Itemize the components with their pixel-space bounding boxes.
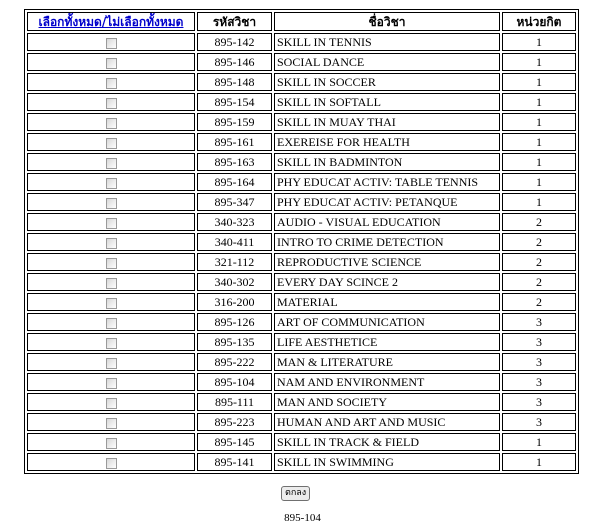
course-checkbox[interactable] (106, 278, 117, 289)
course-checkbox[interactable] (106, 378, 117, 389)
course-credits: 3 (502, 313, 576, 331)
select-cell (27, 293, 195, 311)
course-code: 895-347 (197, 193, 272, 211)
select-cell (27, 93, 195, 111)
course-checkbox[interactable] (106, 218, 117, 229)
course-name: MATERIAL (274, 293, 500, 311)
course-credits: 2 (502, 293, 576, 311)
course-name: AUDIO - VISUAL EDUCATION (274, 213, 500, 231)
course-code: 895-142 (197, 33, 272, 51)
table-row (27, 153, 576, 171)
course-credits: 1 (502, 193, 576, 211)
table-row (27, 113, 576, 131)
table-row (27, 293, 576, 311)
course-checkbox[interactable] (106, 178, 117, 189)
table-row (27, 353, 576, 371)
course-credits: 3 (502, 353, 576, 371)
select-cell (27, 453, 195, 471)
course-code: 895-135 (197, 333, 272, 351)
course-name: SKILL IN SWIMMING (274, 453, 500, 471)
course-code: 895-163 (197, 153, 272, 171)
course-code: 895-104 (197, 373, 272, 391)
course-checkbox[interactable] (106, 38, 117, 49)
header-toggle-all (27, 12, 195, 31)
course-checkbox[interactable] (106, 58, 117, 69)
course-checkbox[interactable] (106, 258, 117, 269)
course-name: MAN AND SOCIETY (274, 393, 500, 411)
course-credits: 1 (502, 33, 576, 51)
course-code: 895-159 (197, 113, 272, 131)
course-checkbox[interactable] (106, 458, 117, 469)
course-checkbox[interactable] (106, 358, 117, 369)
course-checkbox[interactable] (106, 158, 117, 169)
course-checkbox[interactable] (106, 318, 117, 329)
table-row (27, 313, 576, 331)
header-course-name: ชื่อวิชา (274, 12, 500, 31)
select-cell (27, 233, 195, 251)
course-name: SKILL IN TRACK & FIELD (274, 433, 500, 451)
course-name: NAM AND ENVIRONMENT (274, 373, 500, 391)
select-cell (27, 373, 195, 391)
course-credits: 2 (502, 213, 576, 231)
course-name: PHY EDUCAT ACTIV: TABLE TENNIS (274, 173, 500, 191)
table-row (27, 33, 576, 51)
course-credits: 3 (502, 393, 576, 411)
course-name: SKILL IN TENNIS (274, 33, 500, 51)
course-checkbox[interactable] (106, 138, 117, 149)
selected-course-code: 895-104 (284, 512, 321, 524)
course-credits: 3 (502, 413, 576, 431)
table-row (27, 213, 576, 231)
course-code: 895-141 (197, 453, 272, 471)
course-code: 321-112 (197, 253, 272, 271)
course-credits: 1 (502, 453, 576, 471)
select-cell (27, 273, 195, 291)
select-cell (27, 413, 195, 431)
course-credits: 1 (502, 433, 576, 451)
course-code: 340-302 (197, 273, 272, 291)
table-row (27, 433, 576, 451)
select-cell (27, 313, 195, 331)
course-checkbox[interactable] (106, 78, 117, 89)
select-cell (27, 73, 195, 91)
table-row (27, 273, 576, 291)
course-credits: 3 (502, 333, 576, 351)
select-cell (27, 353, 195, 371)
table-row (27, 233, 576, 251)
table-row (27, 53, 576, 71)
course-checkbox[interactable] (106, 198, 117, 209)
course-checkbox[interactable] (106, 238, 117, 249)
course-code: 316-200 (197, 293, 272, 311)
course-name: INTRO TO CRIME DETECTION (274, 233, 500, 251)
table-row (27, 453, 576, 471)
select-cell (27, 333, 195, 351)
course-credits: 3 (502, 373, 576, 391)
course-code: 340-323 (197, 213, 272, 231)
header-course-code: รหัสวิชา (197, 12, 272, 31)
course-name: SKILL IN SOFTALL (274, 93, 500, 111)
course-rows (27, 33, 576, 471)
course-name: PHY EDUCAT ACTIV: PETANQUE (274, 193, 500, 211)
course-checkbox[interactable] (106, 98, 117, 109)
course-credits: 2 (502, 273, 576, 291)
course-code: 895-154 (197, 93, 272, 111)
course-credits: 1 (502, 93, 576, 111)
course-code: 340-411 (197, 233, 272, 251)
table-row (27, 333, 576, 351)
course-name: EVERY DAY SCINCE 2 (274, 273, 500, 291)
table-row (27, 373, 576, 391)
course-checkbox[interactable] (106, 118, 117, 129)
select-cell (27, 113, 195, 131)
course-table (24, 9, 579, 474)
course-code: 895-223 (197, 413, 272, 431)
course-name: REPRODUCTIVE SCIENCE (274, 253, 500, 271)
course-name: ART OF COMMUNICATION (274, 313, 500, 331)
select-cell (27, 53, 195, 71)
select-cell (27, 193, 195, 211)
course-code: 895-222 (197, 353, 272, 371)
course-code: 895-148 (197, 73, 272, 91)
course-name: SKILL IN SOCCER (274, 73, 500, 91)
course-code: 895-164 (197, 173, 272, 191)
course-credits: 2 (502, 233, 576, 251)
select-cell (27, 433, 195, 451)
select-cell (27, 33, 195, 51)
table-header-row (27, 12, 576, 31)
course-credits: 1 (502, 133, 576, 151)
course-credits: 2 (502, 253, 576, 271)
select-cell (27, 173, 195, 191)
table-row (27, 73, 576, 91)
select-cell (27, 393, 195, 411)
header-credits: หน่วยกิต (502, 12, 576, 31)
course-checkbox[interactable] (106, 298, 117, 309)
table-row (27, 173, 576, 191)
toggle-all-link[interactable]: เลือกทั้งหมด/ไม่เลือกทั้งหมด (38, 14, 184, 29)
course-credits: 1 (502, 173, 576, 191)
course-name: SKILL IN MUAY THAI (274, 113, 500, 131)
course-code: 895-111 (197, 393, 272, 411)
course-credits: 1 (502, 113, 576, 131)
course-name: SKILL IN BADMINTON (274, 153, 500, 171)
course-code: 895-146 (197, 53, 272, 71)
course-code: 895-126 (197, 313, 272, 331)
course-code: 895-161 (197, 133, 272, 151)
course-checkbox[interactable] (106, 398, 117, 409)
course-name: MAN & LITERATURE (274, 353, 500, 371)
select-cell (27, 253, 195, 271)
course-name: EXEREISE FOR HEALTH (274, 133, 500, 151)
course-credits: 1 (502, 73, 576, 91)
course-credits: 1 (502, 153, 576, 171)
select-cell (27, 213, 195, 231)
table-row (27, 133, 576, 151)
table-row (27, 253, 576, 271)
select-cell (27, 153, 195, 171)
course-code: 895-145 (197, 433, 272, 451)
course-name: SOCIAL DANCE (274, 53, 500, 71)
select-cell (27, 133, 195, 151)
course-credits: 1 (502, 53, 576, 71)
course-checkbox[interactable] (106, 338, 117, 349)
table-row (27, 93, 576, 111)
table-row (27, 393, 576, 411)
table-row (27, 413, 576, 431)
ok-button[interactable]: ตกลง (281, 486, 310, 501)
course-name: LIFE AESTHETICE (274, 333, 500, 351)
course-checkbox[interactable] (106, 418, 117, 429)
table-row (27, 193, 576, 211)
course-name: HUMAN AND ART AND MUSIC (274, 413, 500, 431)
course-checkbox[interactable] (106, 438, 117, 449)
